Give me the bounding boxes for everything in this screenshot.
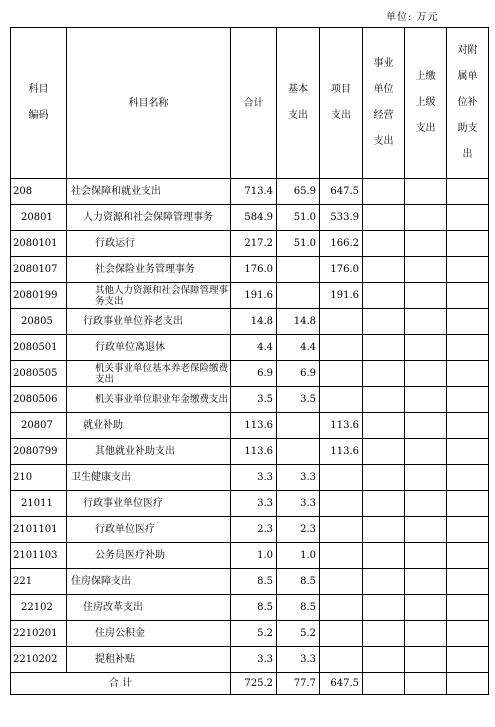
row-name: 其他人力资源和社会保障管理事务支出 [67, 283, 231, 309]
row-code: 221 [11, 569, 67, 595]
row-name: 社会保险业务管理事务 [67, 257, 231, 283]
row-basic: 2.3 [277, 517, 320, 543]
row-subsidy [447, 517, 489, 543]
header-name: 科目名称 [67, 28, 231, 179]
row-basic: 14.8 [277, 309, 320, 335]
row-project [320, 465, 363, 491]
table-row [11, 465, 489, 491]
header-project [320, 28, 363, 179]
total-subsidy [447, 673, 489, 695]
row-project [320, 517, 363, 543]
header-code [11, 28, 67, 179]
row-total: 217.2 [231, 231, 277, 257]
row-business [363, 465, 405, 491]
row-code: 2080505 [11, 361, 67, 387]
total-basic: 77.7 [277, 673, 320, 695]
row-upper [405, 335, 447, 361]
row-code: 2101101 [11, 517, 67, 543]
row-name: 其他就业补助支出 [67, 439, 231, 465]
row-name: 行政单位医疗 [67, 517, 231, 543]
row-name: 卫生健康支出 [67, 465, 231, 491]
row-total: 5.2 [231, 621, 277, 647]
row-code: 2101103 [11, 543, 67, 569]
header-line: 助支 [457, 123, 478, 134]
row-name: 人力资源和社会保障管理事务 [67, 205, 231, 231]
row-project: 113.6 [320, 439, 363, 465]
row-code: 2080799 [11, 439, 67, 465]
row-basic: 3.5 [277, 387, 320, 413]
row-basic: 1.0 [277, 543, 320, 569]
row-subsidy [447, 647, 489, 673]
table-row [11, 569, 489, 595]
row-total: 176.0 [231, 257, 277, 283]
row-upper [405, 205, 447, 231]
header-business [363, 28, 405, 179]
row-business [363, 361, 405, 387]
row-name: 机关事业单位基本养老保险缴费支出 [67, 361, 231, 387]
row-total: 2.3 [231, 517, 277, 543]
row-project [320, 335, 363, 361]
row-subsidy [447, 257, 489, 283]
total-business [363, 673, 405, 695]
row-code: 2210202 [11, 647, 67, 673]
table-row [11, 361, 489, 387]
table-row [11, 387, 489, 413]
header-line: 上级 [415, 97, 436, 108]
row-name: 行政运行 [67, 231, 231, 257]
unit-label: 单位: 万元 [386, 12, 439, 23]
row-name: 行政单位离退休 [67, 335, 231, 361]
header-line: 经营 [373, 110, 394, 121]
row-name: 机关事业单位职业年金缴费支出 [67, 387, 231, 413]
header-line: 上缴 [415, 71, 436, 82]
row-basic [277, 439, 320, 465]
row-total: 584.9 [231, 205, 277, 231]
header-line: 对附 [457, 45, 478, 56]
row-business [363, 543, 405, 569]
row-project [320, 543, 363, 569]
header-upper [405, 28, 447, 179]
row-subsidy [447, 595, 489, 621]
row-upper [405, 257, 447, 283]
row-business [363, 439, 405, 465]
row-code: 2080501 [11, 335, 67, 361]
row-project [320, 491, 363, 517]
row-business [363, 283, 405, 309]
row-total: 3.3 [231, 491, 277, 517]
row-subsidy [447, 283, 489, 309]
row-name: 就业补助 [67, 413, 231, 439]
header-basic [277, 28, 320, 179]
row-basic: 4.4 [277, 335, 320, 361]
row-business [363, 413, 405, 439]
row-upper [405, 569, 447, 595]
row-basic: 6.9 [277, 361, 320, 387]
row-subsidy [447, 439, 489, 465]
table-row [11, 647, 489, 673]
row-business [363, 387, 405, 413]
row-subsidy [447, 621, 489, 647]
row-total: 113.6 [231, 413, 277, 439]
row-code: 210 [11, 465, 67, 491]
row-total: 3.5 [231, 387, 277, 413]
header-line: 支出 [373, 136, 394, 147]
row-basic: 51.0 [277, 231, 320, 257]
row-project: 533.9 [320, 205, 363, 231]
header-subsidy [447, 28, 489, 179]
row-upper [405, 491, 447, 517]
row-code: 2080199 [11, 283, 67, 309]
row-project [320, 387, 363, 413]
row-name: 住房保障支出 [67, 569, 231, 595]
total-label: 合 计 [11, 673, 231, 695]
row-basic: 8.5 [277, 595, 320, 621]
row-basic: 5.2 [277, 621, 320, 647]
row-name: 行政事业单位养老支出 [67, 309, 231, 335]
row-basic: 3.3 [277, 491, 320, 517]
row-business [363, 569, 405, 595]
row-upper [405, 283, 447, 309]
row-upper [405, 595, 447, 621]
row-project: 113.6 [320, 413, 363, 439]
row-total: 191.6 [231, 283, 277, 309]
row-upper [405, 387, 447, 413]
row-name: 社会保障和就业支出 [67, 179, 231, 205]
row-project [320, 569, 363, 595]
row-total: 3.3 [231, 647, 277, 673]
row-upper [405, 517, 447, 543]
row-code: 2080101 [11, 231, 67, 257]
row-subsidy [447, 335, 489, 361]
row-upper [405, 439, 447, 465]
row-upper [405, 647, 447, 673]
row-upper [405, 361, 447, 387]
row-code: 20801 [11, 205, 67, 231]
row-name: 住房改革支出 [67, 595, 231, 621]
row-code: 22102 [11, 595, 67, 621]
row-total: 6.9 [231, 361, 277, 387]
row-total: 4.4 [231, 335, 277, 361]
table-row [11, 283, 489, 309]
row-upper [405, 309, 447, 335]
row-business [363, 231, 405, 257]
row-project: 647.5 [320, 179, 363, 205]
total-upper [405, 673, 447, 695]
row-basic: 3.3 [277, 647, 320, 673]
table-row [11, 205, 489, 231]
row-business [363, 621, 405, 647]
row-business [363, 309, 405, 335]
row-name: 住房公积金 [67, 621, 231, 647]
header-row [11, 28, 489, 179]
row-code: 20805 [11, 309, 67, 335]
table-row [11, 413, 489, 439]
row-subsidy [447, 569, 489, 595]
row-project [320, 595, 363, 621]
table-row [11, 543, 489, 569]
row-business [363, 647, 405, 673]
row-total: 1.0 [231, 543, 277, 569]
header-line: 编码 [28, 110, 49, 121]
table-row [11, 439, 489, 465]
row-total: 3.3 [231, 465, 277, 491]
row-name: 公务员医疗补助 [67, 543, 231, 569]
row-basic [277, 413, 320, 439]
row-business [363, 205, 405, 231]
header-line: 出 [462, 149, 473, 160]
row-code: 208 [11, 179, 67, 205]
row-business [363, 179, 405, 205]
table-row [11, 257, 489, 283]
row-project: 166.2 [320, 231, 363, 257]
row-upper [405, 179, 447, 205]
header-line: 支出 [415, 123, 436, 134]
row-subsidy [447, 309, 489, 335]
row-business [363, 517, 405, 543]
header-line: 基本 [288, 84, 308, 95]
row-basic: 65.9 [277, 179, 320, 205]
header-line: 科目 [28, 84, 49, 95]
row-total: 113.6 [231, 439, 277, 465]
table-row [11, 491, 489, 517]
table-row [11, 309, 489, 335]
header-line: 事业 [373, 58, 394, 69]
table-row [11, 621, 489, 647]
table-row [11, 335, 489, 361]
row-total: 14.8 [231, 309, 277, 335]
row-total: 8.5 [231, 595, 277, 621]
row-business [363, 257, 405, 283]
header-line: 支出 [331, 110, 351, 121]
row-total: 8.5 [231, 569, 277, 595]
row-subsidy [447, 543, 489, 569]
row-upper [405, 413, 447, 439]
row-name: 提租补贴 [67, 647, 231, 673]
row-project [320, 361, 363, 387]
row-upper [405, 465, 447, 491]
header-line: 位补 [457, 97, 478, 108]
row-subsidy [447, 387, 489, 413]
row-basic: 51.0 [277, 205, 320, 231]
row-business [363, 491, 405, 517]
row-upper [405, 543, 447, 569]
row-code: 21011 [11, 491, 67, 517]
row-subsidy [447, 231, 489, 257]
row-name: 行政事业单位医疗 [67, 491, 231, 517]
row-basic: 8.5 [277, 569, 320, 595]
table-row [11, 517, 489, 543]
header-total: 合计 [231, 28, 277, 179]
row-subsidy [447, 465, 489, 491]
row-subsidy [447, 413, 489, 439]
header-line: 单位 [373, 84, 394, 95]
header-line: 项目 [331, 84, 351, 95]
row-total: 713.4 [231, 179, 277, 205]
total-row [11, 673, 489, 695]
row-project: 191.6 [320, 283, 363, 309]
row-code: 2080107 [11, 257, 67, 283]
total-project: 647.5 [320, 673, 363, 695]
row-subsidy [447, 361, 489, 387]
row-upper [405, 621, 447, 647]
row-subsidy [447, 179, 489, 205]
header-line: 支出 [288, 110, 308, 121]
row-project: 176.0 [320, 257, 363, 283]
row-project [320, 309, 363, 335]
total-total: 725.2 [231, 673, 277, 695]
row-basic: 3.3 [277, 465, 320, 491]
row-code: 2210201 [11, 621, 67, 647]
budget-table [10, 27, 489, 695]
header-line: 属单 [457, 71, 478, 82]
row-project [320, 621, 363, 647]
row-code: 20807 [11, 413, 67, 439]
table-row [11, 595, 489, 621]
row-basic [277, 257, 320, 283]
table-row [11, 231, 489, 257]
row-upper [405, 231, 447, 257]
row-business [363, 595, 405, 621]
row-project [320, 647, 363, 673]
row-basic [277, 283, 320, 309]
row-code: 2080506 [11, 387, 67, 413]
row-business [363, 335, 405, 361]
row-subsidy [447, 205, 489, 231]
row-subsidy [447, 491, 489, 517]
table-row [11, 179, 489, 205]
